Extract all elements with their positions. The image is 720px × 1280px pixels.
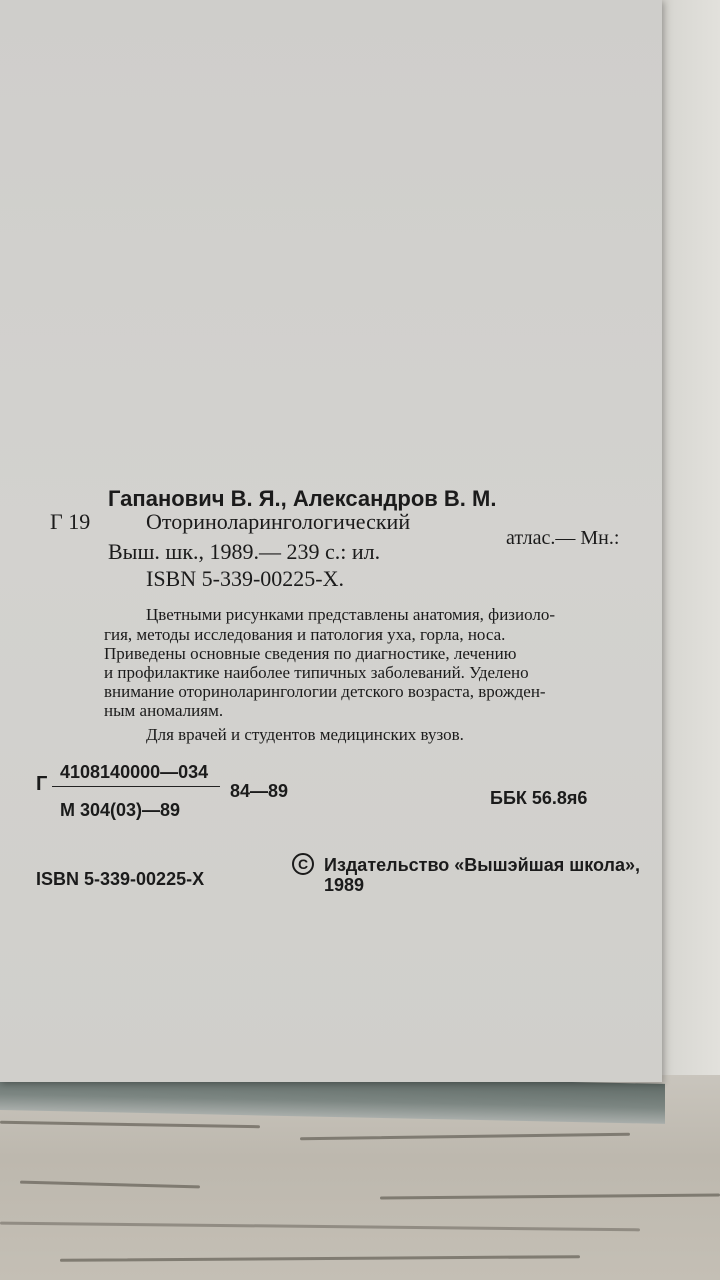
wood-grain <box>0 1121 260 1129</box>
wood-grain <box>0 1222 640 1232</box>
annotation-line: Приведены основные сведения по диагностике, лечению <box>104 644 517 663</box>
annotation-line: и профилактике наиболее типичных заболеваний. Уделено <box>104 663 529 682</box>
wood-grain <box>60 1255 580 1262</box>
publisher-line: Издательство «Вышэйшая школа», <box>324 855 640 875</box>
authors-line: Гапанович В. Я., Александров В. М. <box>108 486 497 511</box>
publication-year: 1989 <box>324 875 365 895</box>
copyright-icon: C <box>292 853 314 875</box>
classification-index: Г 19 <box>50 509 91 534</box>
wood-grain <box>20 1181 200 1189</box>
code-numerator: 4108140000—034 <box>60 762 209 782</box>
book-title-tail: атлас.— Мн.: <box>506 527 620 549</box>
wood-grain <box>380 1194 720 1200</box>
audience-line: Для врачей и студентов медицинских вузов. <box>146 725 464 744</box>
annotation-line: внимание оториноларингологии детского возраста, врожден- <box>104 682 546 701</box>
annotation-line: ным аномалиям. <box>104 701 224 720</box>
imprint-line: Выш. шк., 1989.— 239 с.: ил. <box>108 539 381 564</box>
annotation-line: Цветными рисунками представлены анатомия, физиоло- <box>146 605 556 624</box>
code-suffix: 84—89 <box>230 781 289 801</box>
annotation-line: гия, методы исследования и патология уха, горла, носа. <box>104 625 506 644</box>
code-denominator: М 304(03)—89 <box>60 800 181 820</box>
fraction-bar <box>52 786 220 787</box>
isbn-line: ISBN 5-339-00225-X. <box>146 566 344 591</box>
next-page-edge <box>655 0 720 1080</box>
wood-grain <box>300 1133 630 1141</box>
code-letter: Г <box>36 773 48 795</box>
bbk-code: ББК 56.8я6 <box>490 788 588 808</box>
footer-isbn: ISBN 5-339-00225-X <box>36 869 205 889</box>
book-title: Оториноларингологический <box>146 509 411 534</box>
